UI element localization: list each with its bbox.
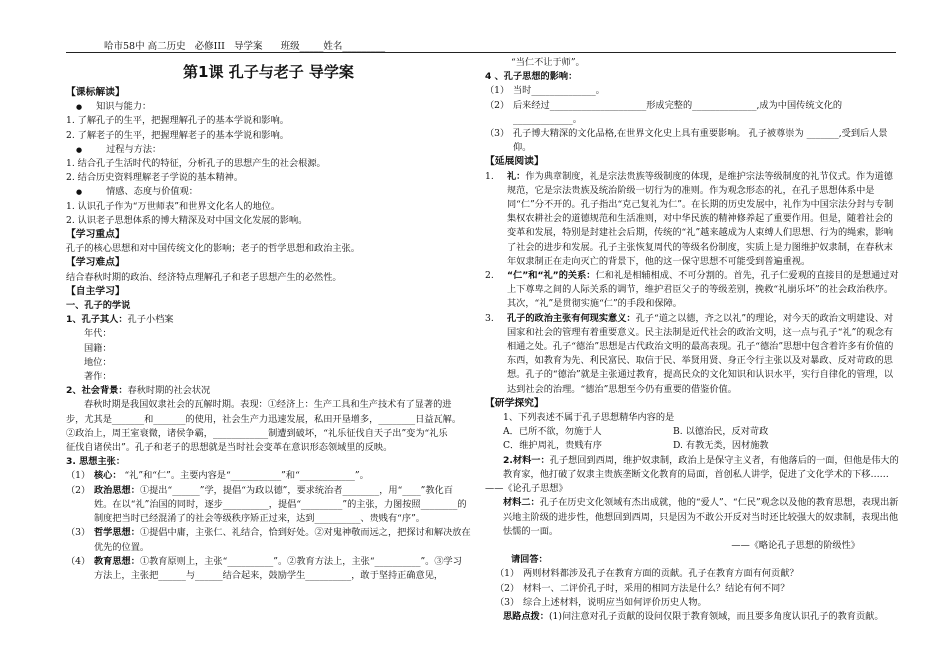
- influence-text: 孔子博大精深的文化品格,在世界文化史上具有重要影响。 孔子被尊崇为 _______,受到后人景仰。: [513, 128, 888, 154]
- question-item: [485, 582, 900, 596]
- material-one-label: 2.材料一：: [503, 454, 550, 466]
- option-c: C．维护周礼，贵贱有序: [503, 440, 602, 452]
- influence-num: （1）: [485, 85, 510, 97]
- influence-item: [485, 84, 900, 98]
- influence-num: （2）: [485, 99, 510, 111]
- influence-num: （3）: [485, 128, 510, 140]
- process-heading-text: 过程与方法：: [106, 143, 162, 155]
- ability-item: 1. 了解孔子的生平，把握理解孔子的基本学说和影响。: [66, 115, 289, 127]
- idea-core: [66, 469, 471, 483]
- question-item: [485, 596, 900, 610]
- reading-label: 孔子的政治主张有何现实意义：: [507, 312, 636, 324]
- idea-text: “礼”和“仁”。主要内容是“___________”和“____________”。: [121, 470, 369, 482]
- reading-label: 礼：: [507, 170, 526, 182]
- reading-num: 1.: [485, 170, 494, 182]
- background-line: ②政治上，周王室衰微，诸侯争霸，____________制遭到破坏，“礼乐征伐自天子出”变为“礼乐: [66, 427, 448, 439]
- extended-reading-heading: 【延展阅读】: [485, 156, 544, 168]
- reading-text: 作为典章制度，礼是宗法贵族等级制度的体现，是维护宗法等级制度的礼节仪式。作为道德规范，它是宗法贵族及统治阶级一切行为的准则。作为观念形态的礼，在孔子思想体系中是同“仁”分不开的。孔子指出“克己复礼为仁”。在长期的历史发展中，礼作为中国宗法分封与专制集权农耕社会的道德规范和生活准则，对中华民族的精神修养起了重要作用。但是，随着社会的变革和发展，特别是封建社会后期，传统的“礼”越来越成为人束缚人们思想、行为的绳索，影响了社会的进步和发展。孔子主张恢复周代的等级名份制度，实质上是力图维护奴隶制，在春秋末年奴隶制正在走向灭亡的背景下，他的这一保守思想不可能受到普遍重视。: [507, 170, 894, 267]
- background-line: 春秋时期是我国奴隶社会的瓦解时期。表现：①经济上：生产工具和生产技术有了显著的进: [84, 399, 452, 411]
- idea-politics: [66, 484, 471, 527]
- key-heading: 【学习重点】: [66, 229, 125, 241]
- option-a: A．已所不欲，勿施于人: [503, 426, 602, 438]
- mc-options: [485, 425, 900, 453]
- material-two-source: ——《略论孔子思想的阶级性》: [731, 539, 860, 551]
- emotion-item: 2. 认识老子思想体系的博大精深及对中国文化发展的影响。: [66, 214, 308, 226]
- background-line: 征伐自诸侯出”。孔子和老子的思想就是当时社会变革在意识形态领域里的反映。: [66, 442, 393, 454]
- option-b: B. 以德治民，反对苛政: [673, 426, 769, 438]
- idea-label: 哲学思想：: [94, 527, 140, 539]
- influence-item: [485, 127, 900, 155]
- process-item: 2. 结合历史资料理解老子学说的基本精神。: [66, 172, 244, 184]
- reading-num: 3.: [485, 312, 494, 324]
- hint-text: (1)问注意对孔子贡献的设问仅限于教育领域，而且要多角度认识孔子的教育贡献。: [548, 610, 884, 622]
- difficulty-text: 结合春秋时期的政治、经济特点理解孔子和老子思想产生的必然性。: [66, 271, 342, 283]
- emotion-item: 1. 认识孔子作为“万世师表”和世界文化名人的地位。: [66, 200, 281, 212]
- q1-text: 孔子小档案: [127, 314, 174, 326]
- page-title: 第1课 孔子与老子 导学案: [183, 63, 354, 81]
- self-study-heading: 【自主学习】: [66, 285, 125, 297]
- research-heading: 【研学探究】: [485, 397, 544, 409]
- left-column: [66, 58, 471, 583]
- q4-heading: 4 、孔子思想的影响：: [485, 71, 578, 83]
- ability-heading: [66, 100, 471, 114]
- idea-num: （4）: [66, 555, 91, 567]
- ability-heading-text: 知识与能力：: [96, 101, 152, 113]
- material-one-text: 孔子想回到西周，维护奴隶制，政治上是保守主义者，有他落后的一面，但他是伟大的教育家，他打破了奴隶主贵族垄断文化教育的局面，首创私人讲学，促进了文化学术的下移……: [503, 454, 899, 480]
- part-one-heading: 一、孔子的学说: [66, 300, 131, 312]
- idea-label: 教育思想：: [94, 555, 140, 567]
- idea-text: ①提出“______”学，提倡“为政以德”，要求统治者________，用“____”教化百姓。在以“礼”治国的同时，逐步__________，提倡“_________”的主张，力图按照________的制度把当时已经混淆了的社会等级秩序矫正过来，达到__________、贵贱有“序”。: [94, 484, 467, 525]
- option-d: D. 有教无类，因材施教: [673, 440, 769, 452]
- question-item: [485, 567, 900, 581]
- emotion-heading-text: 情感、态度与价值观：: [106, 186, 198, 198]
- influence-text: 当时______________。: [513, 85, 605, 97]
- reading-label: “仁”和“礼”的关系：: [507, 270, 596, 282]
- q2-text: 春秋时期的社会状况: [127, 385, 211, 397]
- influence-item: [485, 99, 900, 127]
- profile-country: 国籍：: [84, 342, 112, 354]
- reading-text: 孔子“道之以德，齐之以礼”的理论，对今天的政治文明建设、对国家和社会的管理有着重要意义。民主法制是近代社会的政治文明，这一点与孔子“礼”的观念有相通之处。孔子“德治”思想是古代政治文明的最高表现。孔子“德治”思想中包含着许多有价值的东西，如教育为先、利民富民、取信于民、举贤用贤、身正令行主张以及对暴政、反对苛政的思想。孔子的“德治”就是主张通过教育，提高民众的文化知识和认识水平，实行自律化的管理，以达到社会的治理。“德治”思想至今仍有重要的借鉴价值。: [507, 312, 894, 395]
- influence-text: 后来经过_____________________形成完整的______________,成为中国传统文化的_____________。: [513, 99, 843, 125]
- right-column: [485, 56, 900, 624]
- idea-text: ①教育原则上，主张“__________”。②教育方法上，主张“__________”。③学习方法上，主张把______与______结合起来，鼓励学生__________，敢于坚持正确意见，: [94, 555, 462, 581]
- key-text: 孔子的核心思想和对中国传统文化的影响；老子的哲学思想和政治主张。: [66, 243, 360, 255]
- question-text: 两则材料都涉及孔子在教育方面的贡献。孔子在教育方面有何贡献？: [523, 568, 799, 580]
- reading-text: 仁和礼是相辅相成、不可分割的。首先，孔子仁爱观的直接目的是想通过对上下尊卑之间的人际关系的调节，维护君臣父子的等级差别，挽救“礼崩乐坏”的社会政治秩序。其次，“礼”是贯彻实施“仁”的手段和保障。: [507, 270, 899, 310]
- reading-item: [485, 269, 900, 312]
- standards-heading: 【课标解读】: [66, 87, 125, 98]
- question-num: （1）: [495, 568, 520, 580]
- material-two-label: 材料二：: [503, 497, 540, 509]
- material-two-text: 孔子在历史文化领域有杰出成就，他的“爱人”、“仁民”观念以及他的教育思想，表现出新兴地主阶级的进步性，他想回到西周，只是因为不敢公开反对当时还比较强大的奴隶制，表现出他怯懦的一面。: [503, 497, 899, 537]
- answer-heading: 请回答：: [511, 554, 548, 566]
- process-item: 1. 结合孔子生活时代的特征，分析孔子的思想产生的社会根源。: [66, 158, 326, 170]
- hint-label: 思路点拨：: [503, 610, 549, 622]
- reading-item: [485, 170, 900, 269]
- emotion-heading: [66, 185, 471, 199]
- idea-education: [66, 555, 471, 583]
- idea-num: （3）: [66, 527, 91, 539]
- header-rule: [66, 52, 896, 53]
- idea-philosophy: [66, 526, 471, 554]
- q1-label: 1、孔子其人：: [66, 314, 128, 326]
- profile-status: 地位：: [84, 356, 112, 368]
- q3-heading: 3. 思想主张：: [66, 456, 126, 468]
- question-text: 综合上述材料，说明应当如何评价历史人物。: [523, 596, 707, 608]
- difficulty-heading: 【学习难点】: [66, 257, 125, 269]
- mc-question: 1、下列表述不属于孔子思想精华内容的是: [503, 412, 675, 424]
- reading-item: [485, 312, 900, 397]
- education-continued: “当仁不让于师”。: [511, 57, 585, 68]
- profile-era: 年代：: [84, 328, 112, 340]
- idea-text: ①提倡中庸，主张仁、礼结合，恰到好处。②对鬼神敬而远之，把探讨和解决放在优先的位置。: [94, 527, 471, 553]
- q2-label: 2、社会背景：: [66, 385, 128, 397]
- background-line: 步，尤其是_______和_______的使用，社会生产力迅速发展，私田开垦增多，________日益瓦解。: [66, 413, 462, 425]
- question-text: 材料一、二评价孔子时，采用的相同方法是什么？结论有何不同？: [523, 582, 790, 594]
- idea-label: 政治思想：: [94, 484, 140, 496]
- reading-num: 2.: [485, 270, 494, 282]
- process-heading: [66, 143, 471, 157]
- idea-num: （2）: [66, 484, 91, 496]
- question-num: （3）: [495, 596, 520, 608]
- question-num: （2）: [495, 582, 520, 594]
- idea-label: 核心：: [94, 470, 122, 482]
- ability-item: 2. 了解老子的生平，把握理解老子的基本学说和影响。: [66, 129, 289, 141]
- profile-works: 著作：: [84, 371, 112, 383]
- material-one-source: ——《论孔子思想》: [485, 483, 568, 495]
- page-header: 哈市58中 高二历史 必修III 导学案 班级_____姓名_________: [104, 41, 386, 52]
- idea-num: （1）: [66, 470, 91, 482]
